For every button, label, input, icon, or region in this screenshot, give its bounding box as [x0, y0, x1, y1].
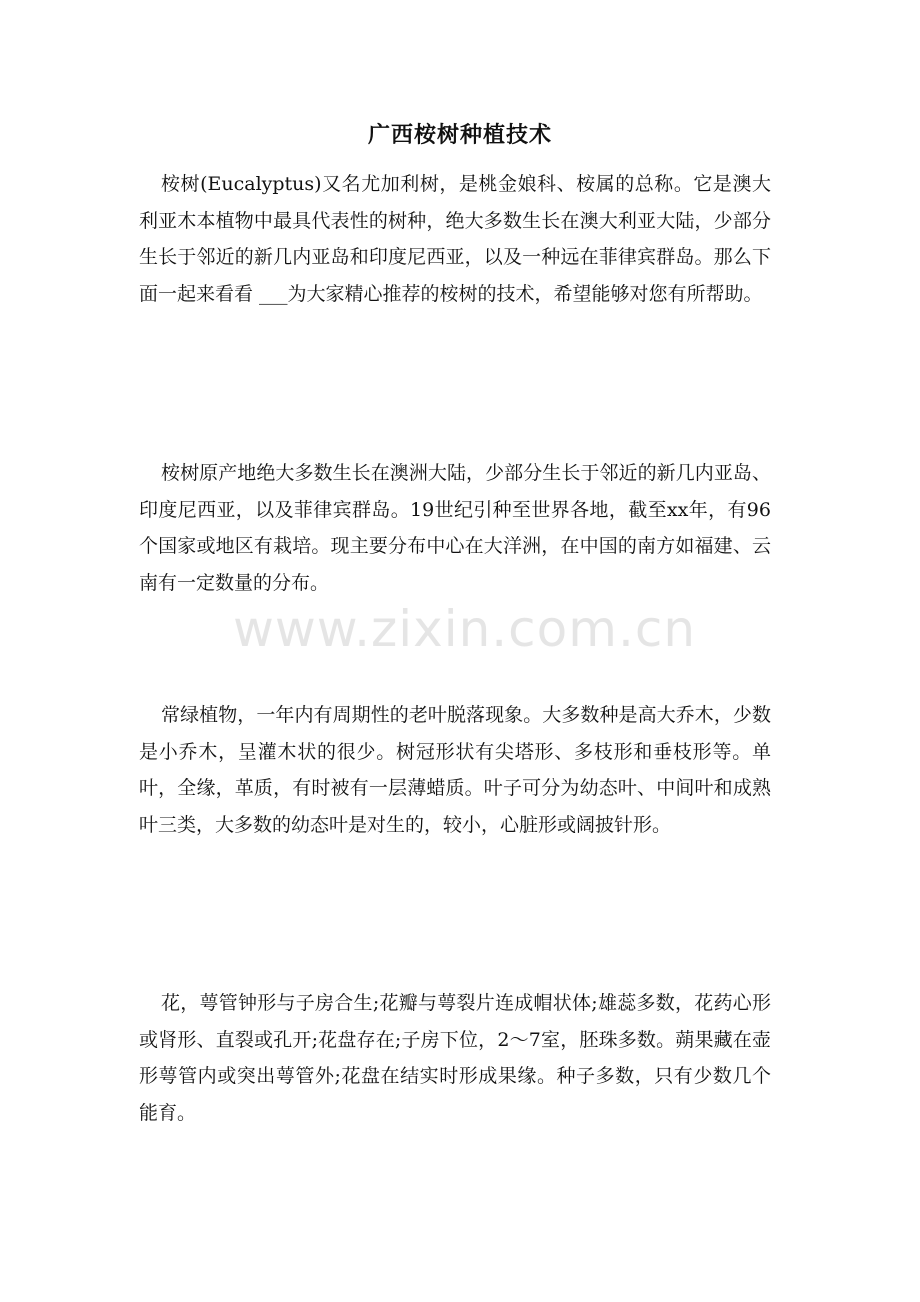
- paragraph-intro: 桉树(Eucalyptus)又名尤加利树，是桃金娘科、桉属的总称。它是澳大利亚木本植物中最具代表性的树种，绝大多数生长在澳大利亚大陆，少部分生长于邻近的新几内亚岛和印度尼西亚，以及一种远在菲律宾群岛。那么下面一起来看看 ___为大家精心推荐的桉树的技术，希望能够对您有所帮助。: [139, 173, 771, 305]
- watermark: www.zixin.com.cn: [233, 600, 697, 658]
- paragraph-flower: 花，萼管钟形与子房合生;花瓣与萼裂片连成帽状体;雄蕊多数，花药心形或肾形、直裂或孔开;花盘存在;子房下位，2～7室，胚珠多数。蒴果藏在壶形萼管内或突出萼管外;花盘在结实时形成果缘。种子多数，只有少数几个能育。: [139, 992, 771, 1124]
- document-title: 广西桉树种植技术: [367, 122, 552, 148]
- paragraph-morphology: 常绿植物，一年内有周期性的老叶脱落现象。大多数种是高大乔木，少数是小乔木，呈灌木状的很少。树冠形状有尖塔形、多枝形和垂枝形等。单叶，全缘，革质，有时被有一层薄蜡质。叶子可分为幼态叶、中间叶和成熟叶三类，大多数的幼态叶是对生的，较小，心脏形或阔披针形。: [139, 704, 771, 836]
- paragraph-origin: 桉树原产地绝大多数生长在澳洲大陆，少部分生长于邻近的新几内亚岛、印度尼西亚，以及菲律宾群岛。19世纪引种至世界各地，截至xx年，有96个国家或地区有栽培。现主要分布中心在大洋洲，在中国的南方如福建、云南有一定数量的分布。: [139, 462, 771, 594]
